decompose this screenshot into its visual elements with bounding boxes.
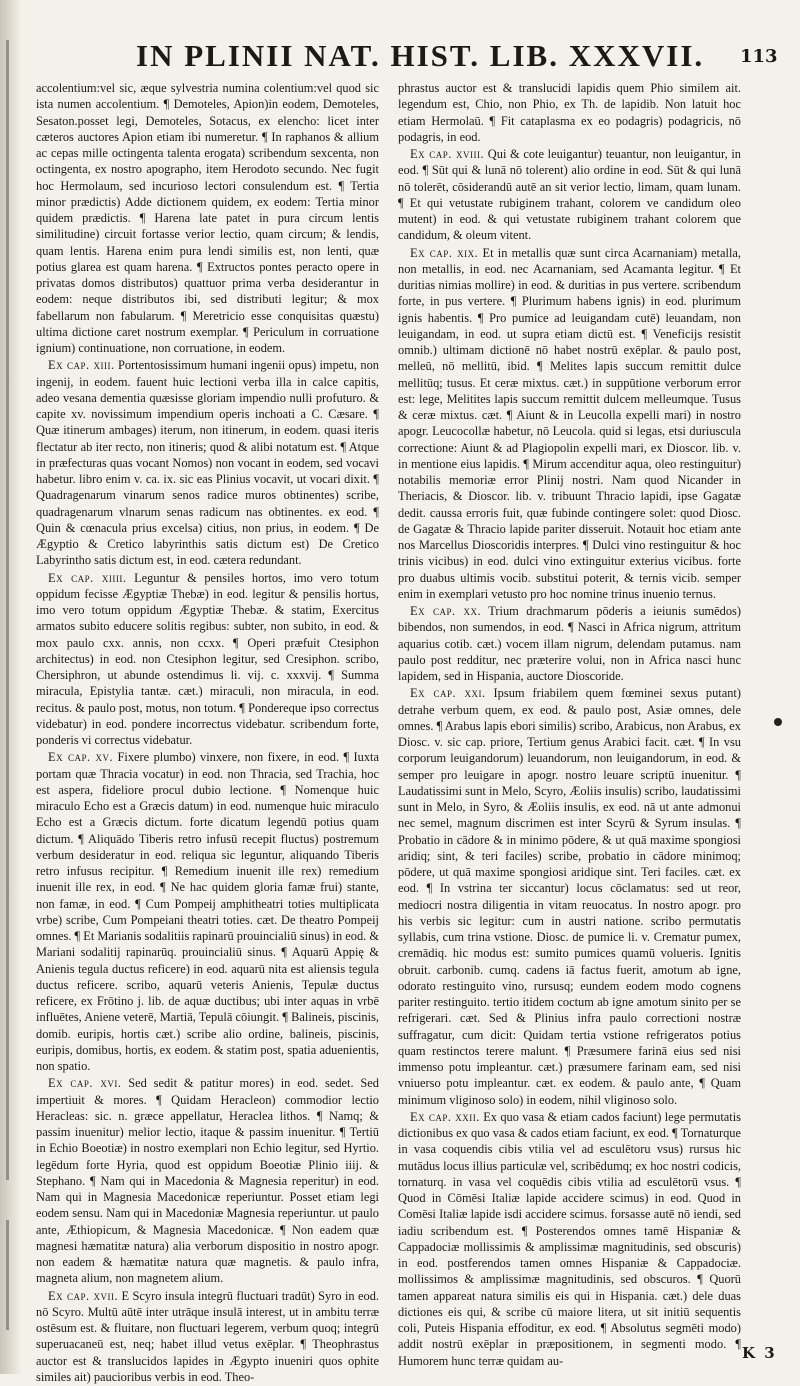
paragraph (398, 245, 741, 603)
paragraph (36, 1075, 379, 1286)
paragraph-text: Ex quo vasa & etiam cados faciunt) lege permutatis dictionibus ex quo vasa & cados etiam faciunt, ex eod. ¶ Tornaturque in vasa coquendis cibis vtilia vel ad esculētoru vsus) rursus hic mutādus locus illius particulæ vel, scribēdumq; ex hoc nostri codicis, tornaturq. in vasa vel coquēdis cibis vtilia ad esculētorū vsus. ¶ Quod in Cōmēsi Italiæ lapide accidere scimus) in eod. Quod in Comēsi Italiæ lapide isdi accidere scimus. forsasse autē nō iendi, sed iadiu scribendum est. ¶ Posterendos omnes tamē Hispaniæ & Cappadociæ mollissimis & amplissimæ magnitudinis, sed obscuris) in eod. postferendos tamen omnes Hispaniæ & Cappadociæ. mollissimos & amplissimæ magnitudinis, sed obscuros. ¶ Quorū tamen appareat natura similis eis qui in Hispania. cæt.) dele duas dictiones eis qui, & scribe cū maiore litera, ut sit initiū sequentis coli, Puteis Hispania effoditur, ex eod. ¶ Absolutus segmēti modo) addit nostrū exēplar in præpositionem, in segmenti modo. ¶ Humorem hunc terræ quidam au- (398, 1109, 741, 1368)
paragraph (398, 685, 741, 1108)
paragraph (398, 80, 741, 145)
chapter-heading: Ex cap. xx. (410, 604, 482, 618)
chapter-heading: Ex cap. xvi. (48, 1076, 122, 1091)
paragraph-text: Qui & cote leuigantur) teuantur, non leuigantur, in eod. ¶ Sūt qui & lunā nō tolerent) alio ordine in eod. Sūt & qui lunā nō tolerēt, cōsiderandū autē an sit verior lectio, limam, quam lunam. ¶ Et qui vetustate rubiginem trahant, colorem ve candidum oleo mutent) in eod. & qui vetustate rubiginem trahant colorem que candidum, & oleum vitent. (398, 147, 741, 243)
paragraph-text: E Scyro insula integrū fluctuari tradūt) Syro in eod. nō Scyro. Multū aūtē inter utrāque insulā interest, ut in ambitu terræ ostēsum est. & fluitare, non fluctuari legerem, verbum quoq; integrū superuacaneū est, neq; habet illud vetus exēplar. ¶ Theophrastus auctor est & translucidos lapides in Ægypto inueniri quos ophite similes ait) paucioribus verbis in eod. Theo- (36, 1288, 379, 1384)
paragraph-text: Sed sedit & patitur mores) in eod. sedet. Sed impertiuit & mores. ¶ Quidam Heracleon) commodior lectio Heracleas: sic. n. græce appellatur, Heraclea lithos. ¶ Namq; & passim inuenitur) melior lectio, itaque & passim inuenitur. ¶ Tertiū in Echio Boeotiæ) in nostro exemplari non Echio legitur, sed Hyrtio. legēdum forte Hyria, quod est oppidum Boeotiæ Plinio iiij. & Stephano. ¶ Nam qui in Macedonia & Magnesia reperitur) in eod. Nam qui in Magnesia Macedonicæ reperiuntur. Posset etiam legi eodem sensu. Nam qui in Macedoniæ Magnesia reperiuntur. ut paulo ante, Æthiopicum, & Magnesia Macedonicæ. ¶ Non eadem quæ magnesi hæmatitæ natura) alia verborum dispositio in nostro apogr. non eadem & hæmatitæ natura quæ magnetis. & paulo infra, magneta alium, non magnetem alium. (36, 1076, 379, 1286)
paragraph-text: Portentosissimum humani ingenii opus) impetu, non ingenij, in eodem. fauent huic lectioni verba illa in calce capitis, adeo vesana dementia quæsisse gloriam impendio nulli profuturo. & capite xv. novissimum impendium operis inchoati a C. Cæsare. ¶ Quæ itinerum ambages) iterum, non itinerum, in eodem. quasi iteris flectatur ab iter recto, non itineris; quod & alibi notatum est. ¶ Atque in præfecturas quas vocant Nomos) non vocant in eodem, sed vocavi habetur. libro enim v. ca. ix. sic eas Plinius vocavit, ut vocari dixit. ¶ Quadragenarum vinarum senos radice muros obtinentes) scribe, quadragenarum vlnarum senas radicum nas obtinentes. ex eod. ¶ Quin & cœnacula prius excelsa) citius, non prius, in eodem. ¶ De Ægyptio & Cretico labyrinthis satis dictum est) De Cretico Labyrintho satis dictum est, in eod. cætera redundant. (36, 358, 379, 568)
paragraph-text: Leguntur & pensiles hortos, imo vero totum oppidum fecisse Ægyptiæ Thebæ) in eod. legitur & pensilis hortus, imo vero totum oppidum Ægyptiæ Thebæ. & statim, Exercitus armatos subito educere solitis regibus: subter, non subito, in eod. & mox paulo cxx. annis, non ccxx. ¶ Operi præfuit Ctesiphon architectus) in eod. non Ctesiphon legitur, sed Cresiphon. scribo, Chersiphron, ut abunde ostendimus li. vij. c. xxxvij. ¶ Summa miracula, Epistylia tantæ. cæt.) miraculi, non miracula, in eod. recitus. & paulo post, motus, non totum. ¶ Pondereque ipso correctus videbatur) in eod. pondere incorrectus videbatur. scribendum forte, ponderis vi correctus videbatur. (36, 570, 379, 747)
paragraph (398, 603, 741, 684)
chapter-heading: Ex cap. xiii. (48, 358, 115, 373)
paragraph-text: phrastus auctor est & translucidi lapidis quem Phio similem ait. legendum est, Chio, non Phio, ex Th. de lapidib. Non latuit hoc etiam Hermolaū. ¶ Fit cataplasma ex eo podagris) podagricis, nō podagris, in eod. (398, 81, 741, 144)
paragraph (36, 749, 379, 1074)
page-number: 113 (740, 46, 778, 67)
chapter-heading: Ex cap. xiiii. (48, 570, 127, 585)
chapter-heading: Ex cap. xix. (410, 245, 479, 260)
paragraph (398, 1109, 741, 1369)
paragraph-text: accolentium:vel sic, æque sylvestria numina colentium:vel quod sic ista numen accolentium. ¶ Demoteles, Apion)in eodem, Demoteles, Sesaton.posset legi, Demoteles, Sotacus, ex elencho: licet inter cæteros auctores Apion etiam ibi numeretur. ¶ In raphanos & allium ac cepas mille octingenta talenta erogata) scribendum sexcenta, non octingenta, ex nostro apographo, item Herodoto secundo. Nec fugit hoc Hermolaum, sed incurioso lectori consulendum est. ¶ Tertia minor prædictis) Adde dictionem quidem, ex eodem: Tertia minor quidem prædictis. ¶ Harena late patet in pura circum lentis similitudine) circuit fortasse verior lectio, quam circum; & lendis, quam lentis. Harena enim pura lendi similis est, non lenti, quæ potius glarea est quam harena. ¶ Extructos pontes peracto opere in privatas domos distributos) quattuor prima verba desiderantur in eodem: neque distributos ibi, sed distributi legitur; & mox fabellarum non fabularum. ¶ Meretricio esse conquisitas quæstu) ultima dictione caret nostrum exemplar. ¶ Periculum in corruatione ignium) continuatione, non corruatione, in eodem. (36, 81, 379, 355)
chapter-heading: Ex cap. xviii. (410, 147, 485, 161)
right-column (398, 80, 741, 1370)
running-head: IN PLINII NAT. HIST. LIB. XXXVII. (136, 38, 705, 73)
chapter-heading: Ex cap. xv. (48, 750, 114, 765)
gutter-mark (6, 40, 9, 1180)
paragraph (36, 357, 379, 568)
paragraph (36, 1288, 379, 1386)
paragraph-text: Trium drachmarum pōderis a ieiunis sumēdos) bibendos, non sumendos, in eod. ¶ Nasci in Africa nigrum, attritum aquarius cotib. cæt.) vocem illam nigrum, delendam putamus. nam paulo post redditur, nec præterire volui, non in Africa nasci hunc lapidem, sed in Hispania, auctore Dioscoride. (398, 604, 741, 683)
paragraph (36, 80, 379, 356)
chapter-heading: Ex cap. xxii. (410, 1109, 480, 1124)
signature-mark: K 3 (742, 1344, 777, 1362)
paragraph-text: Fixere plumbo) vinxere, non fixere, in eod. ¶ Iuxta portam quæ Thracia vocatur) in eod. non Thracia, sed Trachia, hoc est aspera, fideliore procul dubio lectione. ¶ Nomenque huic miraculo Echo est a Græcis datum) in eod. numenque huic miraculo Echo est a Græcis dictum. forte dicatum legendū potius quam dictum. ¶ Aliquādo Tiberis retro infusū recepit fluctus) postremum verbum desideratur in eod. reliqua sic leguntur, aliquando Tiberis retro infusus recipitur. ¶ Remedium inuenit ille rex) remedium inuenit ille rex, in eod. ¶ Ne hac quidem gloria famæ frui) stante, non famæ, in eod. ¶ Cum Pompeij amphitheatri toties multiplicata vrbe) scribe, Cum Pompeiani theatri toties. cæt. De theatro Pompeij omnes. ¶ Et Marianis sodalitiis rapinarū prouincialiū sinus) in eod. & Mariani sodalitij rapinarūq. prouincialiū sinus. ¶ Aquarū Appię & Anienis tegula ductus reficere) in eod. aquarū nita est aliensis tegula ductus reficere. scribo, aquarū veteris Anienis, Tepulæ ductus reficere, ex Frōtino j. lib. de aquæ ductibus; ubi inter aquas in vrbē influētes, Aniene veterē, Martiā, Tepulā cōiungit. ¶ Balineis, piscinis, domib. euripis, hortis cæt.) scribe alio ordine, balineis, piscinis, euripis, domibus, hortis, ex eodem. & statim post, spatia aduenientis, non spatio. (36, 750, 380, 1073)
chapter-heading: Ex cap. xvii. (48, 1288, 119, 1303)
paragraph (36, 570, 379, 749)
binding-gutter (0, 0, 22, 1374)
ink-dot (774, 718, 782, 726)
paragraph (398, 146, 741, 244)
paragraph-text: Et in metallis quæ sunt circa Acarnaniam) metalla, non metallis, in eod. nec Acarnaniam, sed Acamanta legitur. ¶ Et duritias nimias mollire) in eod. & duritias in pus vertere. scribendum forte, in pus vertere. ¶ Plurimum habens ignis) in eod. plurimum ignis habentis. ¶ Pro pumice ad leuigandam cutē) leuandam, non leuigandam, in eod. ut supra etiam dictū est. ¶ Veneficijs resistit omnib.) ultimam dictionē nō habet nostrū exēplar. & paulo post, melleū, nō mellitū, ibid. ¶ Melites lapis succum remittit dulce mellitūq; tusus. Et ceræ mixtus. cæt.) in suppūtione verborum error est: lege, Melitites lapis succum remittit dulcem melleumque. Tusus & ceræ mixtus. cæt. ¶ Aiunt & in Leucolla expelli mari) in nostro apogr. Leucocollæ habetur, nō Leucola. quid si legas, etsi duriuscula correctione: Aiunt & ad Plagiopolin expelli mari, ex Dioscor. lib. v. in mentione eius lapidis. ¶ Mirum accenditur aqua, oleo restinguitur) notabilis memoriæ error Plinij nostri. Nam quod Nicander in Theriacis, & Dioscor. lib. v. tribuunt Thracio lapidi, ipse Gagatæ dedit. caussa erroris fuit, quæ fubinde contingere solet: quod Diosc. de Gagatæ & Thracio lapide pariter disseruit. Notauit hoc etiam ante nos Marcellus Dioscoridis interpres. ¶ Dulci vino restinguitur & hoc trinis vicibus) in eod. dulci vino extinguitur exterius vicibus. forte pro duabus ultimis vocib. substitui poterit, & ternis vicib. semper enim in exemplari vetusto pro hoc nomine trinus inuenio ternus. (398, 245, 741, 601)
left-column (36, 80, 379, 1386)
gutter-mark (6, 1220, 9, 1330)
chapter-heading: Ex cap. xxi. (410, 686, 486, 701)
paragraph-text: Ipsum friabilem quem fœminei sexus putant) detrahe verbum quem, ex eod. & paulo post, Asiæ omnes, dele omnes. ¶ Arabus lapis ebori similis) scribo, Arabicus, non Arabus, ex Diosc. v. sic cap. priore, Tertium genus Arabici facit. cæt. ¶ In vsu corporum leuigandorum) leuandorum, non leuigandorum, in eod. & semper pro leuigare in apogr. nostro leuare scriptū inuenitur. ¶ Laudatissimi sunt in Melo, Scyro, Æoliis insulis) scribo, laudatissimi sunt in Melo, in Syro, & Æoliis insulis, ex eod. nā ut ante admonui nec semel, magnum discrimen est inter Scyrū & Syrum insulas. ¶ Probatio in cādore & in minimo pōdere, & ut quā maxime spongiosi aridiq; sint, & teri faciles) scribe, probatio in cādore minimoq; pōdere, ut quā maxime spongiosi aridique sint. Teri faciles. cæt. ex eod. ¶ In vstrina ter siccantur) locus cōclamatus: sed ut reor, mediocri nostra diligentia in vitam reuocatus. In nostro apogr. pro his verbis sic legitur: cum in austri natione. scribo permutatis syllabis, cum trina vstione. Diosc. de pumice li. v. Crematur pumex, cremādiq. hic modus est: sumito pumices quamū volueris. Ignitis obruit. carbonib. cumq. cadens iā factus fuerit, amotum ab igne, odorato restinguito vino, rursusq; eundem eodem modo cognens pariter restinguito. tertio itidem coctum ab igne amotum sinito per se refrigerari. cæt. Sed & Plinius infra paulo correctioni nostræ suffragatur, cum dicit: Quidam tertia vstione refrigeratos potius quam restinctos terere malunt. ¶ Præsumere farinā eius sed nisi immenso potu impleantur. cæt.) præsumere farinam eam, sed nisi vniuerso potu impleantur. cæt. ex eodem. & paulo ante, ¶ Quam minimum vliginoso solo) in eodem, nihil vliginoso solo. (398, 686, 741, 1107)
